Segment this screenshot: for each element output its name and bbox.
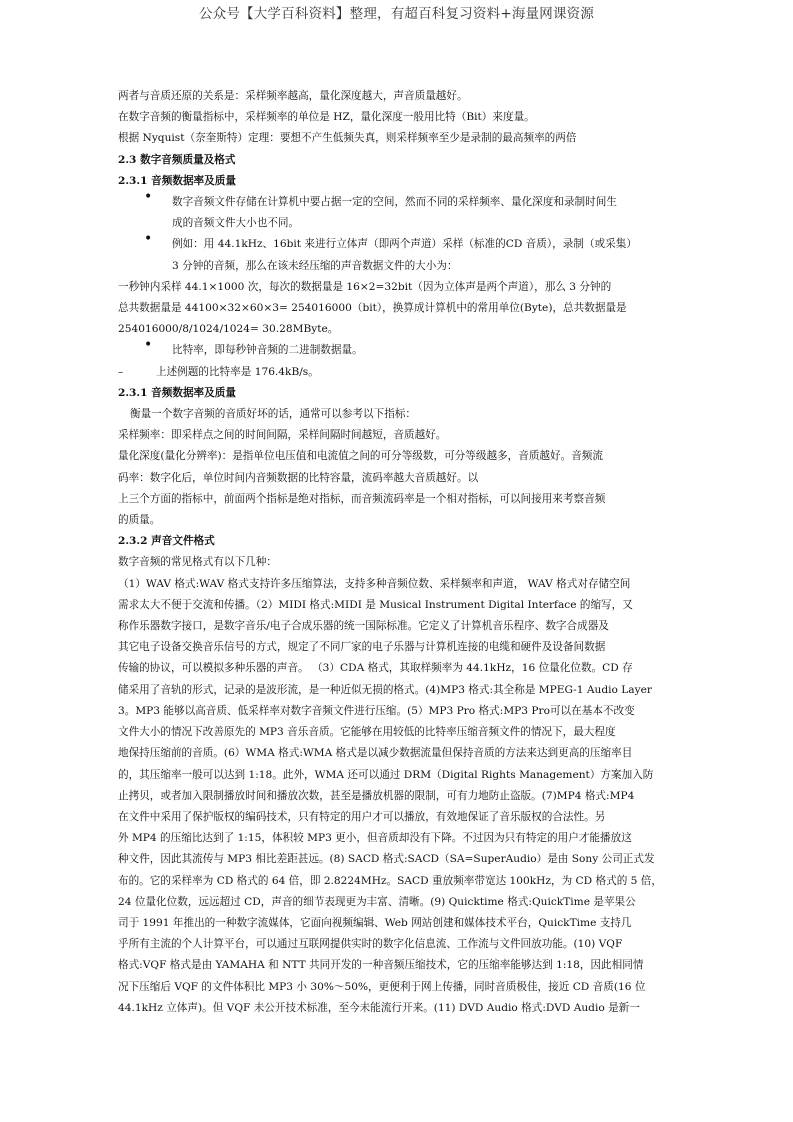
paragraph-line: 3。MP3 能够以高音质、低采样率对数字音频文件进行压缩。(5）MP3 Pro 格式:MP3 Pro可以在基本不改变 bbox=[118, 704, 635, 717]
paragraph-line: 衡量一个数字音频的音质好坏的话，通常可以参考以下指标： bbox=[130, 408, 417, 421]
paragraph-line: 的质量。 bbox=[118, 514, 161, 527]
bullet-icon: • bbox=[144, 192, 153, 206]
paragraph-line: 外 MP4 的压缩比达到了 1:15，体积较 MP3 更小，但音质却没有下降。不过因为只有特定的用户才能播放这 bbox=[118, 832, 632, 845]
paragraph-line: 3 分钟的音频，那么在该未经压缩的声音数据文件的大小为： bbox=[172, 259, 458, 272]
paragraph-line: 文件大小的情况下改善原先的 MP3 音乐音质。它能够在用较低的比特率压缩音频文件的情况下，最大程度 bbox=[118, 726, 616, 739]
paragraph-line: 格式:VQF 格式是由 YAMAHA 和 NTT 共同开发的一种音频压缩技术，它的压缩率能够达到 1:18，因此相同情 bbox=[118, 959, 644, 972]
paragraph-line: 在数字音频的衡量指标中，采样频率的单位是 HZ，量化深度一般用比特（Bit）来度量。 bbox=[118, 111, 535, 124]
paragraph-line: 码率：数字化后，单位时间内音频数据的比特容量，流码率越大音质越好。以 bbox=[118, 471, 479, 484]
paragraph-line: 数字音频的常见格式有以下几种： bbox=[118, 556, 277, 569]
document-body bbox=[118, 86, 676, 1019]
paragraph-line: 况下压缩后 VQF 的文件体积比 MP3 小 30%～50%，更便利于网上传播，同时音质极佳，接近 CD 音质(16 位 bbox=[118, 980, 646, 993]
paragraph-line: 44.1kHz 立体声)。但 VQF 未公开技术标准，至今未能流行开来。(11) DVD Audio 格式:DVD Audio 是新一 bbox=[118, 1001, 640, 1014]
paragraph-line: 乎所有主流的个人计算平台，可以通过互联网提供实时的数字化信息流、工作流与文件回放功能。(10) VQF bbox=[118, 938, 623, 951]
paragraph-line: 司于 1991 年推出的一种数字流媒体，它面向视频编辑、Web 网站创建和媒体技术平台，QuickTime 支持几 bbox=[118, 916, 632, 929]
section-heading: 2.3 数字音频质量及格式 bbox=[118, 153, 236, 166]
subsection-heading: 2.3.1 音频数据率及质量 bbox=[118, 174, 236, 187]
paragraph-line: （1）WAV 格式:WAV 格式支持许多压缩算法，支持多种音频位数、采样频率和声道， WAV 格式对存储空间 bbox=[118, 577, 631, 590]
paragraph-line: 地保持压缩前的音质。(6）WMA 格式:WMA 格式是以减少数据流量但保持音质的方法来达到更高的压缩率目 bbox=[118, 747, 633, 760]
paragraph-line: 总共数据量是 44100×32×60×3= 254016000（bit），换算成计算机中的常用单位(Byte)，总共数据量是 bbox=[118, 302, 627, 315]
paragraph-line: 上三个方面的指标中，前面两个指标是绝对指标，而音频流码率是一个相对指标，可以间接用来考察音频 bbox=[118, 492, 606, 505]
paragraph-line: 称作乐器数字接口，是数字音乐/电子合成乐器的统一国际标准。它定义了计算机音乐程序、数字合成器及 bbox=[118, 620, 609, 633]
bullet-text: 比特率，即每秒钟音频的二进制数据量。 bbox=[172, 344, 363, 357]
paragraph-line: 布的。它的采样率为 CD 格式的 64 倍，即 2.8224MHz。SACD 重放频率带宽达 100kHz，为 CD 格式的 5 倍， bbox=[118, 874, 662, 887]
paragraph-line: 其它电子设备交换音乐信号的方式，规定了不同厂家的电子乐器与计算机连接的电缆和硬件及设备间数据 bbox=[118, 641, 606, 654]
paragraph-line: 量化深度(量化分辨率)：是指单位电压值和电流值之间的可分等级数，可分等级越多，音质越好。音频流 bbox=[118, 450, 603, 463]
paragraph-line: 24 位量化位数，远远超过 CD，声音的细节表现更为丰富、清晰。(9) Quicktime 格式:QuickTime 是苹果公 bbox=[118, 895, 636, 908]
page-header: 公众号【大学百科资料】整理，有超百科复习资料+海量网课资源 bbox=[198, 6, 595, 22]
bullet-text: 数字音频文件存储在计算机中要占据一定的空间，然而不同的采样频率、量化深度和录制时间生 bbox=[172, 196, 617, 209]
paragraph-line: 两者与音质还原的关系是：采样频率越高，量化深度越大，声音质量越好。 bbox=[118, 90, 468, 102]
subsection-heading: 2.3.1 音频数据率及质量 bbox=[118, 386, 236, 399]
subsection-heading: 2.3.2 声音文件格式 bbox=[118, 535, 215, 548]
paragraph-line: 种文件，因此其流传与 MP3 相比差距甚远。(8) SACD 格式:SACD（SA=SuperAudio）是由 Sony 公司正式发 bbox=[118, 853, 655, 866]
bullet-icon: • bbox=[144, 340, 153, 354]
paragraph-line: 根据 Nyquist（奈奎斯特）定理：要想不产生低频失真，则采样频率至少是录制的最高频率的两倍 bbox=[118, 132, 577, 145]
bullet-item bbox=[118, 234, 676, 255]
paragraph-line: 止拷贝，或者加入限制播放时间和播放次数，甚至是播放机器的限制，可有力地防止盗版。(7)MP4 格式:MP4 bbox=[118, 789, 635, 802]
bullet-item bbox=[118, 192, 676, 213]
dash-item bbox=[118, 362, 676, 383]
bullet-text: 例如：用 44.1kHz、16bit 来进行立体声（即两个声道）采样（标准的CD 音质），录制（或采集） bbox=[172, 238, 637, 251]
paragraph-line: 在文件中采用了保护版权的编码技术，只有特定的用户才可以播放，有效地保证了音乐版权的合法性。另 bbox=[118, 810, 606, 823]
paragraph-line: 传输的协议，可以模拟多种乐器的声音。 （3）CDA 格式，其取样频率为 44.1kHz，16 位量化位数。CD 存 bbox=[118, 662, 633, 675]
dash-text: 上述例题的比特率是 176.4kB/s。 bbox=[156, 365, 319, 378]
dash-icon: – bbox=[118, 365, 124, 378]
paragraph-line: 成的音频文件大小也不同。 bbox=[172, 217, 300, 230]
bullet-icon: • bbox=[144, 234, 153, 248]
paragraph-line: 采样频率：即采样点之间的时间间隔，采样间隔时间越短，音质越好。 bbox=[118, 429, 447, 442]
paragraph-line: 需求太大不便于交流和传播。（2）MIDI 格式:MIDI 是 Musical Instrument Digital Interface 的缩写，又 bbox=[118, 598, 633, 611]
paragraph-line: 储采用了音轨的形式，记录的是波形流，是一种近似无损的格式。(4)MP3 格式:其全称是 MPEG-1 Audio Layer bbox=[118, 683, 652, 696]
paragraph-line: 一秒钟内采样 44.1×1000 次，每次的数据量是 16×2=32bit（因为立体声是两个声道），那么 3 分钟的 bbox=[118, 280, 612, 293]
paragraph-line: 254016000/8/1024/1024= 30.28MByte。 bbox=[118, 323, 339, 336]
paragraph-line: 的，其压缩率一般可以达到 1:18。此外，WMA 还可以通过 DRM（Digital Rights Management）方案加入防 bbox=[118, 768, 654, 781]
bullet-item bbox=[118, 340, 676, 361]
